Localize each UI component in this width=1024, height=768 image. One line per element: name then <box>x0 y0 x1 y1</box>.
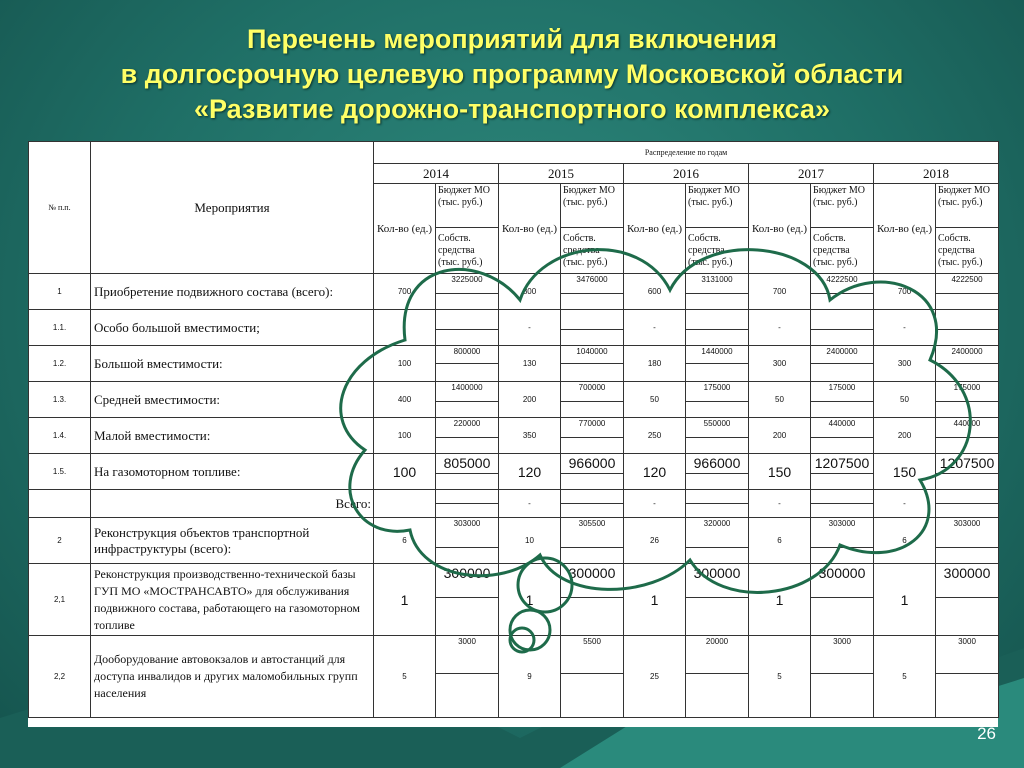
row-number: 2,2 <box>29 636 91 718</box>
budget-cell: 3131000 <box>686 274 749 294</box>
qty-cell <box>374 310 436 346</box>
qty-cell: 50 <box>749 382 811 418</box>
qty-cell: 100 <box>374 454 436 490</box>
qty-header: Кол-во (ед.) <box>499 184 561 274</box>
own-funds-cell <box>811 504 874 518</box>
qty-cell: - <box>624 310 686 346</box>
qty-cell: 1 <box>374 564 436 636</box>
budget-cell: 1400000 <box>436 382 499 402</box>
qty-cell: 6 <box>749 518 811 564</box>
year-header: 2016 <box>624 164 749 184</box>
budget-cell: 805000 <box>436 454 499 474</box>
row-event-name: Средней вместимости: <box>91 382 374 418</box>
qty-cell: 50 <box>624 382 686 418</box>
qty-cell: - <box>874 310 936 346</box>
budget-cell: 20000 <box>686 636 749 674</box>
qty-cell: 250 <box>624 418 686 454</box>
own-funds-cell <box>561 548 624 564</box>
row-number: 2,1 <box>29 564 91 636</box>
own-funds-cell <box>561 598 624 636</box>
table-row <box>29 518 999 548</box>
own-funds-cell <box>436 402 499 418</box>
own-funds-cell <box>436 598 499 636</box>
budget-cell: 770000 <box>561 418 624 438</box>
row-event-name: Приобретение подвижного состава (всего): <box>91 274 374 310</box>
own-funds-cell <box>436 548 499 564</box>
budget-cell: 175000 <box>686 382 749 402</box>
qty-cell: - <box>499 490 561 518</box>
own-funds-cell <box>936 402 999 418</box>
own-funds-cell <box>436 330 499 346</box>
budget-cell <box>686 310 749 330</box>
budget-cell: 3000 <box>436 636 499 674</box>
budget-header: Бюджет МО (тыс. руб.) <box>811 184 874 228</box>
own-funds-cell <box>811 548 874 564</box>
qty-cell: 1 <box>624 564 686 636</box>
budget-cell <box>436 490 499 504</box>
row-event-name: Реконструкция объектов транспортной инфраструктуры (всего): <box>91 518 374 564</box>
own-funds-cell <box>811 402 874 418</box>
own-funds-cell <box>436 364 499 382</box>
qty-cell: 100 <box>374 418 436 454</box>
own-funds-cell <box>561 294 624 310</box>
qty-header: Кол-во (ед.) <box>374 184 436 274</box>
title-line-2: в долгосрочную целевую программу Московской области <box>120 59 904 89</box>
budget-cell: 800000 <box>436 346 499 364</box>
qty-cell: 5 <box>749 636 811 718</box>
title-line-3: «Развитие дорожно-транспортного комплекса» <box>194 94 830 124</box>
row-event-name: Дооборудование автовокзалов и автостанций для доступа инвалидов и других маломобильных групп населения <box>91 636 374 718</box>
own-funds-cell <box>811 330 874 346</box>
own-funds-cell <box>936 474 999 490</box>
table-row <box>29 564 999 598</box>
budget-cell <box>686 490 749 504</box>
year-header: 2015 <box>499 164 624 184</box>
qty-cell: 50 <box>874 382 936 418</box>
qty-cell: 700 <box>374 274 436 310</box>
own-funds-cell <box>561 474 624 490</box>
row-number: 2 <box>29 518 91 564</box>
budget-cell: 303000 <box>811 518 874 548</box>
budget-cell: 550000 <box>686 418 749 438</box>
budget-cell: 5500 <box>561 636 624 674</box>
qty-cell <box>374 490 436 518</box>
qty-cell: 100 <box>374 346 436 382</box>
qty-cell: 150 <box>874 454 936 490</box>
budget-cell: 300000 <box>686 564 749 598</box>
qty-cell: - <box>749 490 811 518</box>
own-funds-cell <box>936 598 999 636</box>
own-funds-cell <box>936 438 999 454</box>
own-funds-cell <box>936 548 999 564</box>
own-funds-header: Собств. средства (тыс. руб.) <box>561 228 624 274</box>
budget-cell: 440000 <box>811 418 874 438</box>
row-event-name: Малой вместимости: <box>91 418 374 454</box>
budget-cell: 300000 <box>811 564 874 598</box>
own-funds-header: Собств. средства (тыс. руб.) <box>936 228 999 274</box>
budget-cell: 2400000 <box>936 346 999 364</box>
budget-cell <box>936 310 999 330</box>
table-row <box>29 310 999 330</box>
qty-cell: 25 <box>624 636 686 718</box>
qty-cell: 9 <box>499 636 561 718</box>
qty-cell: 1 <box>499 564 561 636</box>
table-row <box>29 418 999 438</box>
own-funds-cell <box>686 294 749 310</box>
qty-cell: 700 <box>874 274 936 310</box>
row-event-name: Большой вместимости: <box>91 346 374 382</box>
own-funds-cell <box>811 598 874 636</box>
row-number: 1 <box>29 274 91 310</box>
qty-cell: 5 <box>374 636 436 718</box>
own-funds-cell <box>686 548 749 564</box>
year-header: 2018 <box>874 164 999 184</box>
budget-cell: 1207500 <box>811 454 874 474</box>
own-funds-cell <box>811 674 874 718</box>
qty-cell: 10 <box>499 518 561 564</box>
row-number: 1.5. <box>29 454 91 490</box>
own-funds-cell <box>936 364 999 382</box>
budget-cell: 303000 <box>936 518 999 548</box>
qty-cell: 26 <box>624 518 686 564</box>
qty-header: Кол-во (ед.) <box>624 184 686 274</box>
row-number <box>29 490 91 518</box>
row-event-name: Особо большой вместимости; <box>91 310 374 346</box>
own-funds-cell <box>811 474 874 490</box>
budget-cell: 4222500 <box>811 274 874 294</box>
budget-cell: 175000 <box>936 382 999 402</box>
qty-cell: 350 <box>499 418 561 454</box>
budget-cell: 3000 <box>936 636 999 674</box>
qty-cell: - <box>749 310 811 346</box>
row-number: 1.4. <box>29 418 91 454</box>
budget-cell: 1440000 <box>686 346 749 364</box>
budget-header: Бюджет МО (тыс. руб.) <box>936 184 999 228</box>
budget-cell <box>811 310 874 330</box>
qty-cell: 5 <box>874 636 936 718</box>
row-number: 1.1. <box>29 310 91 346</box>
slide-title <box>0 22 1024 127</box>
row-number: 1.3. <box>29 382 91 418</box>
qty-cell: 300 <box>749 346 811 382</box>
own-funds-cell <box>436 674 499 718</box>
own-funds-cell <box>811 438 874 454</box>
distribution-header: Распределение по годам <box>374 142 999 164</box>
budget-cell: 2400000 <box>811 346 874 364</box>
own-funds-cell <box>561 504 624 518</box>
budget-cell: 700000 <box>561 382 624 402</box>
qty-cell: 120 <box>624 454 686 490</box>
own-funds-cell <box>561 364 624 382</box>
own-funds-cell <box>686 598 749 636</box>
table-row <box>29 454 999 474</box>
budget-cell: 175000 <box>811 382 874 402</box>
qty-cell: - <box>624 490 686 518</box>
own-funds-cell <box>436 438 499 454</box>
budget-cell: 3476000 <box>561 274 624 294</box>
row-event-name: На газомоторном топливе: <box>91 454 374 490</box>
own-funds-cell <box>561 674 624 718</box>
own-funds-cell <box>686 504 749 518</box>
budget-cell: 966000 <box>686 454 749 474</box>
table-row <box>29 636 999 674</box>
qty-cell: 200 <box>499 382 561 418</box>
row-event-name: Всего: <box>91 490 374 518</box>
qty-cell: 700 <box>749 274 811 310</box>
qty-cell: 130 <box>499 346 561 382</box>
qty-header: Кол-во (ед.) <box>749 184 811 274</box>
own-funds-cell <box>436 294 499 310</box>
budget-cell: 3000 <box>811 636 874 674</box>
qty-cell: - <box>874 490 936 518</box>
qty-cell: 150 <box>749 454 811 490</box>
own-funds-header: Собств. средства (тыс. руб.) <box>436 228 499 274</box>
qty-cell: 300 <box>874 346 936 382</box>
own-funds-cell <box>436 504 499 518</box>
qty-cell: 180 <box>624 346 686 382</box>
events-header: Мероприятия <box>91 142 374 274</box>
own-funds-cell <box>811 294 874 310</box>
budget-cell <box>936 490 999 504</box>
budget-header: Бюджет МО (тыс. руб.) <box>561 184 624 228</box>
own-funds-cell <box>686 438 749 454</box>
table-row <box>29 346 999 364</box>
own-funds-cell <box>561 438 624 454</box>
table-row <box>29 274 999 294</box>
budget-cell: 1040000 <box>561 346 624 364</box>
budget-header: Бюджет МО (тыс. руб.) <box>686 184 749 228</box>
own-funds-cell <box>686 364 749 382</box>
budget-cell <box>436 310 499 330</box>
budget-header: Бюджет МО (тыс. руб.) <box>436 184 499 228</box>
own-funds-cell <box>811 364 874 382</box>
year-header: 2014 <box>374 164 499 184</box>
qty-cell: 6 <box>374 518 436 564</box>
own-funds-cell <box>436 474 499 490</box>
budget-cell: 966000 <box>561 454 624 474</box>
budget-cell: 1207500 <box>936 454 999 474</box>
events-table <box>28 141 998 727</box>
year-header: 2017 <box>749 164 874 184</box>
own-funds-cell <box>936 674 999 718</box>
qty-cell: 1 <box>874 564 936 636</box>
own-funds-cell <box>936 504 999 518</box>
slide-number: 26 <box>977 724 996 743</box>
own-funds-cell <box>936 330 999 346</box>
budget-cell: 303000 <box>436 518 499 548</box>
table-row <box>29 382 999 402</box>
qty-cell: 120 <box>499 454 561 490</box>
qty-header: Кол-во (ед.) <box>874 184 936 274</box>
title-line-1: Перечень мероприятий для включения <box>247 24 777 54</box>
own-funds-cell <box>561 402 624 418</box>
own-funds-header: Собств. средства (тыс. руб.) <box>686 228 749 274</box>
row-number: 1.2. <box>29 346 91 382</box>
budget-cell: 220000 <box>436 418 499 438</box>
budget-cell <box>561 310 624 330</box>
own-funds-cell <box>686 330 749 346</box>
qty-cell: 200 <box>749 418 811 454</box>
budget-cell: 3225000 <box>436 274 499 294</box>
budget-cell: 320000 <box>686 518 749 548</box>
qty-cell: 800 <box>499 274 561 310</box>
own-funds-cell <box>686 474 749 490</box>
budget-cell: 305500 <box>561 518 624 548</box>
own-funds-cell <box>561 330 624 346</box>
num-header: № п.п. <box>29 142 91 274</box>
budget-cell: 300000 <box>561 564 624 598</box>
qty-cell: 6 <box>874 518 936 564</box>
budget-cell: 4222500 <box>936 274 999 294</box>
own-funds-cell <box>686 674 749 718</box>
table-row <box>29 490 999 504</box>
qty-cell: 200 <box>874 418 936 454</box>
own-funds-cell <box>686 402 749 418</box>
qty-cell: 1 <box>749 564 811 636</box>
budget-cell: 300000 <box>936 564 999 598</box>
budget-cell: 300000 <box>436 564 499 598</box>
qty-cell: 600 <box>624 274 686 310</box>
own-funds-cell <box>936 294 999 310</box>
qty-cell: - <box>499 310 561 346</box>
row-event-name: Реконструкция производственно-технической базы ГУП МО «МОСТРАНСАВТО» для обслуживания подвижного состава, работающего на газомоторном топливе <box>91 564 374 636</box>
own-funds-header: Собств. средства (тыс. руб.) <box>811 228 874 274</box>
budget-cell <box>561 490 624 504</box>
budget-cell: 440000 <box>936 418 999 438</box>
budget-cell <box>811 490 874 504</box>
qty-cell: 400 <box>374 382 436 418</box>
